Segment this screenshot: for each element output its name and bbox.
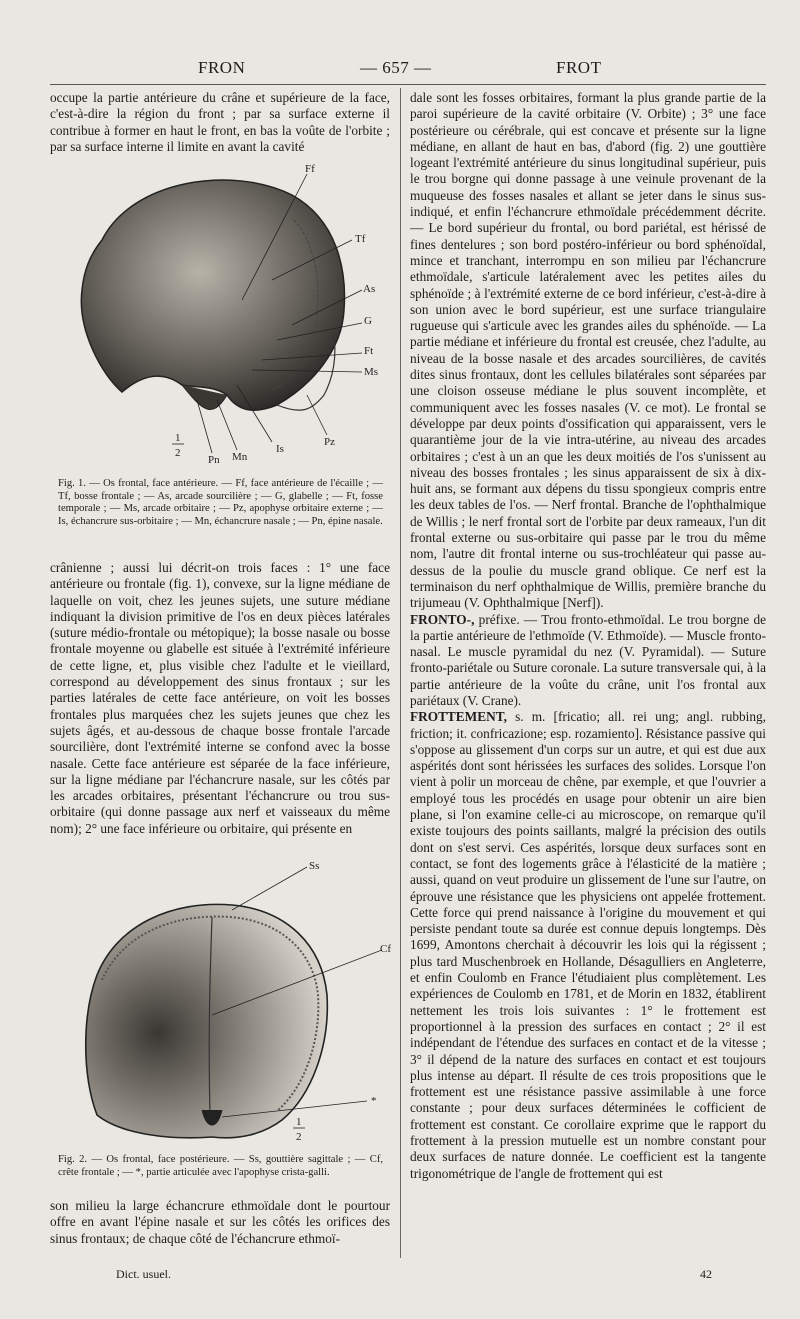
entry-headword-fronto: FRONTO-, (410, 611, 475, 627)
label-mn: Mn (232, 451, 248, 463)
label-g: G (364, 315, 372, 327)
entry-fronto (410, 612, 766, 710)
column-separator (400, 88, 401, 1258)
header-right-word: FROT (556, 58, 602, 77)
label-star: * (371, 1095, 377, 1107)
footer-left: Dict. usuel. (116, 1267, 171, 1281)
right-column-text (410, 90, 766, 1250)
running-header (0, 58, 800, 82)
figure-2-frontal-bone-posterior (62, 855, 392, 1150)
entry-headword-frottement: FROTTEMENT, (410, 709, 507, 725)
left-column-top-text (50, 90, 390, 156)
footer-sheet-number: 42 (700, 1267, 712, 1281)
scale-denominator: 2 (175, 447, 181, 459)
paragraph: son milieu la large échancrure ethmoïdale dont le pourtour offre en avant l'épine nasale et sur les côtés les orifices des sinus frontaux; de chaque côté de l'échancrure ethmoï- (50, 1198, 390, 1246)
figure-1-frontal-bone-anterior (62, 160, 392, 476)
paragraph: occupe la partie antérieure du crâne et supérieure de la face, c'est-à-dire la région du front ; par sa surface externe il contribue à former en haut le front, en bas la voûte de l'orbite ; par sa surface interne il limite en avant la cavité (50, 90, 390, 154)
paragraph-frontal-continued: dale sont les fosses orbitaires, formant la plus grande partie de la paroi supérieure de la cavité orbitaire (V. Orbite) ; 3° une face postérieure ou cérébrale, qui est concave et présente sur la ligne médiane, en allant de haut en bas, d'abord (fig. 2) une gouttière logeant l'extrémité antérieure du sinus longitudinal supérieur, puis le trou borgne qui donne passage à une veinule provenant de la muqueuse des fosses nasales et allant se jeter dans le sinus sus-indiqué, et enfin l'échancrure ethmoïdale précédemment décrite. — Le bord supérieur du frontal, ou bord pariétal, est hérissé de fines dentelures ; son bord postéro-inférieur ou bord sphénoïdal, mince et tranchant, interrompu en son milieu par l'échancrure ethmoïdale, s'articule latéralement avec les petites ailes du sphénoïde ; à l'extrémité externe de ce bord inférieur, c'est-à-dire à son union avec le bord supérieur, est une surface triangulaire rugueuse qui s'articule avec les grandes ailes du sphénoïde. — La partie médiane et inférieure du frontal est creusée, chez l'adulte, au niveau de la bosse nasale et des arcades sourcilières, de cavités dites sinus frontaux, dont les cellules bilatérales sont séparées par une cloison osseuse médiane le plus souvent incomplète, et communiquent avec les fosses nasales (V. ce mot). Le frontal se développe par deux points d'ossification qui apparaissent, vers le quarantième jour de la vie intra-utérine, au niveau des arcades orbitaires ; c'est à un an que les deux moitiés de l'os s'unissent au niveau des bosses frontales ; les sinus apparaissent de six à dix-huit ans, se formant aux dépens du tissu spongieux compris entre les deux tables de l'os. — Nerf frontal. Branche de l'ophthalmique de Willis ; le nerf frontal sort de l'orbite par deux rameaux, l'un dit frontal externe ou sus-orbitaire qui passe par le trou du même nom, l'autre dit frontal interne ou sus-trochléateur qui passe au-dessus de la poulie du muscle grand oblique. Ce nerf est la terminaison du nerf ophthalmique de Willis, première branche du trijumeau (V. Ophthalmique [Nerf]). (410, 90, 766, 611)
header-left-word: FRON (198, 58, 246, 77)
label-pn: Pn (208, 454, 220, 466)
label-ff: Ff (305, 163, 315, 175)
header-rule (50, 84, 766, 85)
label-ss: Ss (309, 860, 320, 872)
figure-2-caption: Fig. 2. — Os frontal, face postérieure. — Ss, gouttière sagittale ; — Cf, crête frontale ; — *, partie articulée avec l'apophyse crista-galli. (58, 1154, 383, 1178)
label-pz: Pz (324, 436, 335, 448)
scale-denominator: 2 (296, 1131, 302, 1143)
label-ft: Ft (364, 345, 374, 357)
label-cf: Cf (380, 943, 391, 955)
scale-numerator: 1 (296, 1116, 302, 1128)
entry-body-fronto: préfixe. — Trou fronto-ethmoïdal. Le trou borgne de la partie antérieure de l'ethmoïde (V. Ethmoïde). — Muscle fronto-nasal. Le muscle pyramidal du nez (V. Pyramidal). — Suture fronto-pariétale ou Suture coronale. La suture transversale qui, à la partie antérieure de la voûte du crâne, unit l'os frontal aux pariétaux (V. Crane). (410, 611, 766, 708)
page-number: — 657 — (360, 58, 432, 77)
entry-frottement (410, 709, 766, 1182)
label-is: Is (276, 443, 284, 455)
paragraph: crânienne ; aussi lui décrit-on trois faces : 1° une face antérieure ou frontale (fig. 1), convexe, sur la ligne médiane de laquelle on voit, chez les jeunes sujets, une suture médiane indiquant la division primitive de l'os en deux pièces latérales (suture médio-frontale ou métopique); la bosse nasale ou bosse frontale moyenne ou glabelle est située à l'extrémité inférieure de cette ligne, et, plus visible chez l'adulte et le vieillard, correspond au développement des sinus frontaux ; sur les parties latérales de cette face antérieure, on voit les bosses frontales plus marquées chez les sujets jeunes que chez les sujets âgés, et au-dessous de chaque bosse frontale l'arcade sourcilière, dont l'extrémité interne se confond avec la bosse nasale. Cette face antérieure est séparée de la face inférieure, sur la ligne médiane par l'échancrure nasale, sur les côtés par les arcades orbitaires, présentant l'échancrure ou trou sus-orbitaire (qui donne passage aux nerf et vaisseaux du même nom); 2° une face inférieure ou orbitaire, qui présente en (50, 560, 390, 836)
entry-body-frottement: s. m. [fricatio; all. rei ung; angl. rubbing, friction; it. confricazione; esp. rozamiento]. Résistance passive qui s'oppose au glissement d'un corps sur un autre, et qui est due aux aspérités dont sont hérissées les surfaces des solides. Lorsque l'on vient à polir un morceau de chêne, par exemple, et que l'ouvrier a employé tous les procédés en usage pour obtenir un aire bien plane, si l'on examine celle-ci au microscope, on remarque qu'il existe toujours des points saillants, malgré la précision des outils dont on s'est servi. Ces aspérités, lorsque deux surfaces sont en contact, se font des logements grâce à l'élasticité de la matière ; aussi, quand on veut produire un glissement de l'une sur l'autre, on éprouve une résistance que les physiciens ont appelée frottement. Cette force qui prend naissance à l'origine du mouvement et qui persiste pendant toute sa durée est connue depuis longtemps. Dès 1699, Amontons cherchait à découvrir les lois qui la régissent ; plus tard Muschenbroek en Hollande, Désagulliers en Angleterre, et enfin Coulomb en France l'étudiaient plus complètement. Les expériences de Coulomb en 1781, et de Morin en 1832, établirent nettement les trois lois suivantes : 1° le frottement est proportionnel à la pression des surfaces en contact ; 2° il est indépendant de l'étendue des surfaces en contact et de la vitesse ; 3° il dépend de la nature des surfaces en contact et est toujours plus intense au départ. Il résulte de ces trois propositions que le frottement est une résistance passive assimilable à une force constante ; pour deux surfaces déterminées le cofficient de frottement est constant. Ce corollaire exprime que le rapport du frottement à la pression mutuelle est un nombre constant pour deux surfaces de nature donnée. Le coefficient est la tangente trigonométrique de l'angle de frottement qui est (410, 709, 766, 1181)
figure-1-caption: Fig. 1. — Os frontal, face antérieure. — Ff, face antérieure de l'écaille ; — Tf, bosse frontale ; — As, arcade sourcilière ; — G, glabelle ; — Ft, fosse temporale ; — Ms, arcade orbitaire ; — Pz, apophyse orbitaire externe ; — Is, échancrure sus-orbitaire ; — Mn, échancrure nasale ; — Pn, épine nasale. (58, 478, 383, 527)
bone-shape (86, 904, 328, 1137)
bone-shape (81, 180, 344, 410)
label-as: As (363, 283, 376, 295)
label-ms: Ms (364, 366, 379, 378)
left-column-bottom-text (50, 1198, 390, 1250)
scale-numerator: 1 (175, 432, 181, 444)
left-column-middle-text (50, 560, 390, 850)
label-tf: Tf (355, 233, 366, 245)
